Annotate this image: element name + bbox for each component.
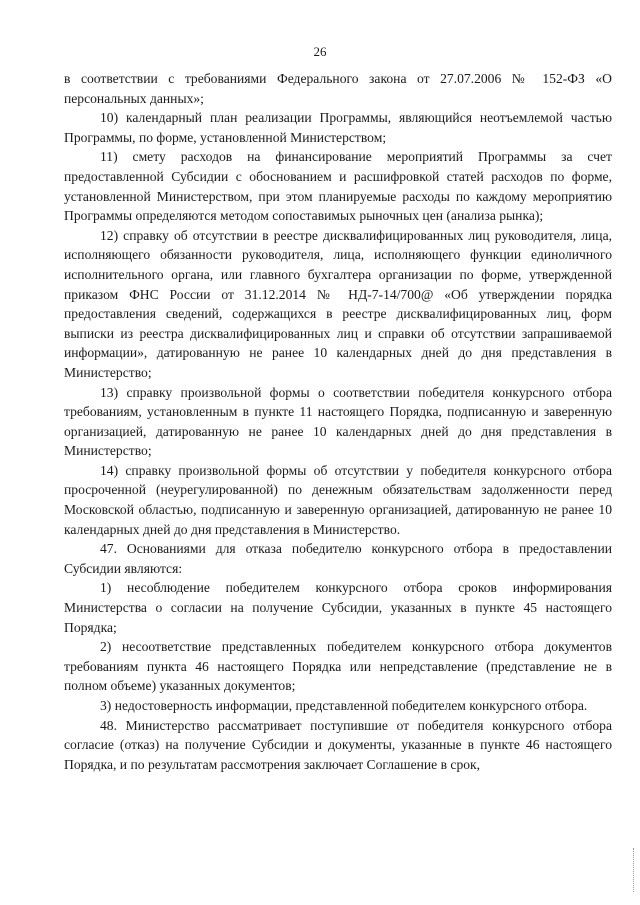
clause-47: 47. Основаниями для отказа победителю конкурсного отбора в предоставлении Субсидии являются:: [64, 541, 612, 576]
clause-47-item-2: 2) несоответствие представленных победителем конкурсного отбора документов требованиям пункта 46 настоящего Порядка или непредставление (представление не в полном объеме) указанных документов;: [64, 639, 612, 694]
clause-48: 48. Министерство рассматривает поступившие от победителя конкурсного отбора согласие (отказ) на получение Субсидии и документы, указанные в пункте 46 настоящего Порядка, и по результатам рассмотрения заключает Соглашение в срок,: [64, 717, 612, 772]
page-number: 26: [313, 44, 327, 59]
list-item-12: 12) справку об отсутствии в реестре дисквалифицированных лиц руководителя, лица, исполняющего обязанности руководителя, лица, исполняющего функции единоличного исполнительного органа, или главного бухгалтера организации по форме, утвержденной приказом ФНС России от 31.12.2014 № НД-7-14/700@ «Об утверждении порядка предоставления сведений, содержащихся в реестре дисквалифицированных лиц, форм выписки из реестра дисквалифицированных лиц и справки об отсутствии запрашиваемой информации», датированную не ранее 10 календарных дней до дня представления в Министерство;: [64, 227, 612, 380]
clause-47-item-1: 1) несоблюдение победителем конкурсного отбора сроков информирования Министерства о согласии на получение Субсидии, указанных в пункте 45 настоящего Порядка;: [64, 580, 612, 635]
clause-47-item-3: 3) недостоверность информации, представленной победителем конкурсного отбора.: [100, 698, 588, 713]
paragraph-continuation: в соответствии с требованиями Федерального закона от 27.07.2006 № 152-ФЗ «О персональных данных»;: [64, 71, 612, 106]
scan-edge-mark: [629, 848, 634, 892]
list-item-14: 14) справку произвольной формы об отсутствии у победителя конкурсного отбора просроченной (неурегулированной) по денежным обязательствам задолженности перед Московской областью, подписанную и заверенную организацией, датированную не ранее 10 календарных дней до дня представления в Министерство.: [64, 462, 612, 537]
list-item-10: 10) календарный план реализации Программы, являющийся неотъемлемой частью Программы, по форме, установленной Министерством;: [64, 110, 612, 145]
list-item-11: 11) смету расходов на финансирование мероприятий Программы за счет предоставленной Субсидии с обоснованием и расшифровкой статей расходов по форме, установленной Министерством, при этом планируемые расходы по каждому мероприятию Программы определяются методом сопоставимых рыночных цен (анализа рынка);: [64, 149, 612, 224]
list-item-13: 13) справку произвольной формы о соответствии победителя конкурсного отбора требованиям, установленным в пункте 11 настоящего Порядка, подписанную и заверенную организацией, датированную не ранее 10 календарных дней до дня представления в Министерство;: [64, 384, 612, 459]
document-body: [64, 69, 612, 774]
